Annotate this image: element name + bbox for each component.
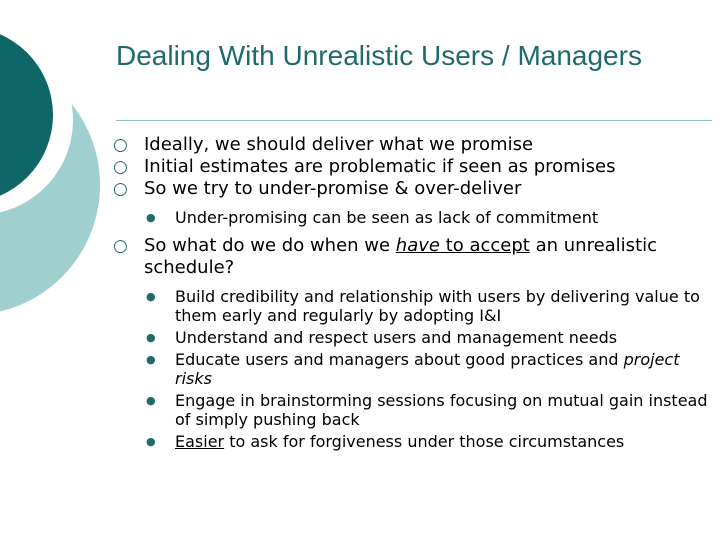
bullet-text: Ideally, we should deliver what we promise (144, 134, 534, 155)
slide-content (113, 134, 713, 451)
filled-circle-marker: ● (146, 331, 156, 344)
filled-circle-marker: ● (146, 353, 156, 366)
filled-circle-marker: ● (146, 435, 156, 448)
sub-bullet-text: Understand and respect users and management needs (175, 328, 618, 347)
hollow-circle-marker: ○ (113, 157, 128, 177)
sub-bullet-build-credibility (113, 287, 713, 325)
hollow-circle-marker: ○ (113, 135, 128, 155)
question-text-start: So what do we do when we (144, 235, 396, 256)
sub-bullet-text: Engage in brainstorming sessions focusing on mutual gain instead of simply pushing back (175, 391, 708, 429)
underlined-to-accept: to accept (439, 235, 530, 256)
bullet-text: So we try to under-promise & over-deliver (144, 178, 522, 199)
filled-circle-marker: ● (146, 211, 156, 224)
sub-bullet-educate (113, 350, 713, 388)
question-text-end: an unrealistic schedule? (144, 235, 658, 278)
bullet-under-promise (113, 178, 713, 200)
sub-bullet-brainstorming (113, 391, 713, 429)
sub-bullet-forgiveness (113, 432, 713, 451)
bullet-unrealistic-schedule (113, 235, 713, 279)
bullet-deliver-promise (113, 134, 713, 156)
sub-bullet-understand-respect (113, 328, 713, 347)
sub-bullet-lack-of-commitment (113, 208, 713, 227)
title-divider (116, 120, 712, 121)
filled-circle-marker: ● (146, 290, 156, 303)
sub-bullet-text: Educate users and managers about good practices and (175, 350, 624, 369)
underlined-easier: Easier (175, 432, 225, 451)
decorative-circles (0, 0, 110, 320)
slide-title: Dealing With Unrealistic Users / Managers (116, 40, 642, 71)
sub-bullet-text: Under-promising can be seen as lack of commitment (175, 208, 599, 227)
sub-bullet-text: to ask for forgiveness under those circumstances (224, 432, 625, 451)
sub-bullet-text: Build credibility and relationship with users by delivering value to them early and regularly by adopting I&I (175, 287, 700, 325)
italic-project-risks: project risks (175, 350, 680, 388)
bullet-initial-estimates (113, 156, 713, 178)
hollow-circle-marker: ○ (113, 179, 128, 199)
emphasis-have: have (395, 235, 440, 256)
filled-circle-marker: ● (146, 394, 156, 407)
hollow-circle-marker: ○ (113, 236, 128, 256)
bullet-text: Initial estimates are problematic if seen as promises (144, 156, 616, 177)
